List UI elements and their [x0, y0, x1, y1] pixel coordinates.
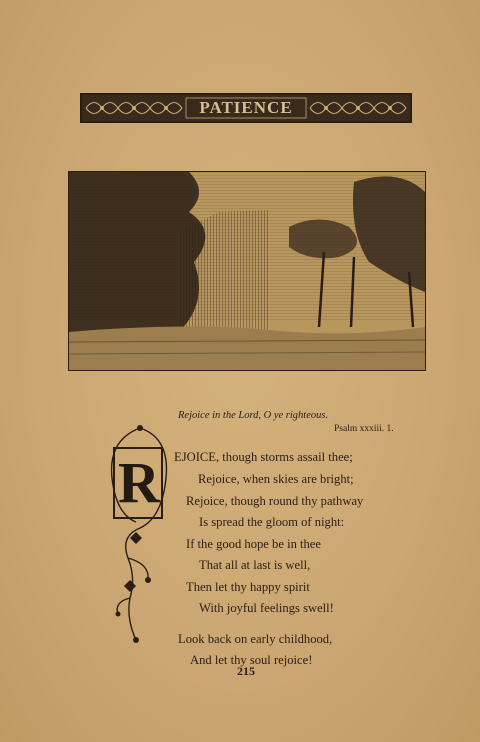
poem-line: With joyful feelings swell!	[199, 601, 334, 615]
poem-line: Is spread the gloom of night:	[199, 515, 345, 529]
title-banner	[80, 93, 412, 123]
poem-line: Rejoice, when skies are bright;	[198, 472, 354, 486]
landscape-engraving	[68, 171, 426, 371]
poem-line: Then let thy happy spirit	[186, 580, 310, 594]
poem-line: And let thy soul rejoice!	[190, 653, 313, 667]
poem-line: Rejoice, though round thy pathway	[186, 494, 364, 508]
page-title: PATIENCE	[199, 98, 293, 117]
poem-line: Look back on early childhood,	[178, 632, 333, 646]
initial-letter: R	[118, 450, 160, 515]
decorated-initial	[100, 418, 180, 643]
epigraph: Rejoice in the Lord, O ye righteous.	[178, 410, 329, 421]
poem-line: That all at last is well,	[199, 558, 311, 572]
poem-line: If the good hope be in thee	[186, 537, 321, 551]
poem-line: EJOICE, though storms assail thee;	[174, 450, 353, 464]
page-number: 215	[237, 664, 255, 678]
scripture-citation: Psalm xxxiii. 1.	[334, 424, 394, 434]
